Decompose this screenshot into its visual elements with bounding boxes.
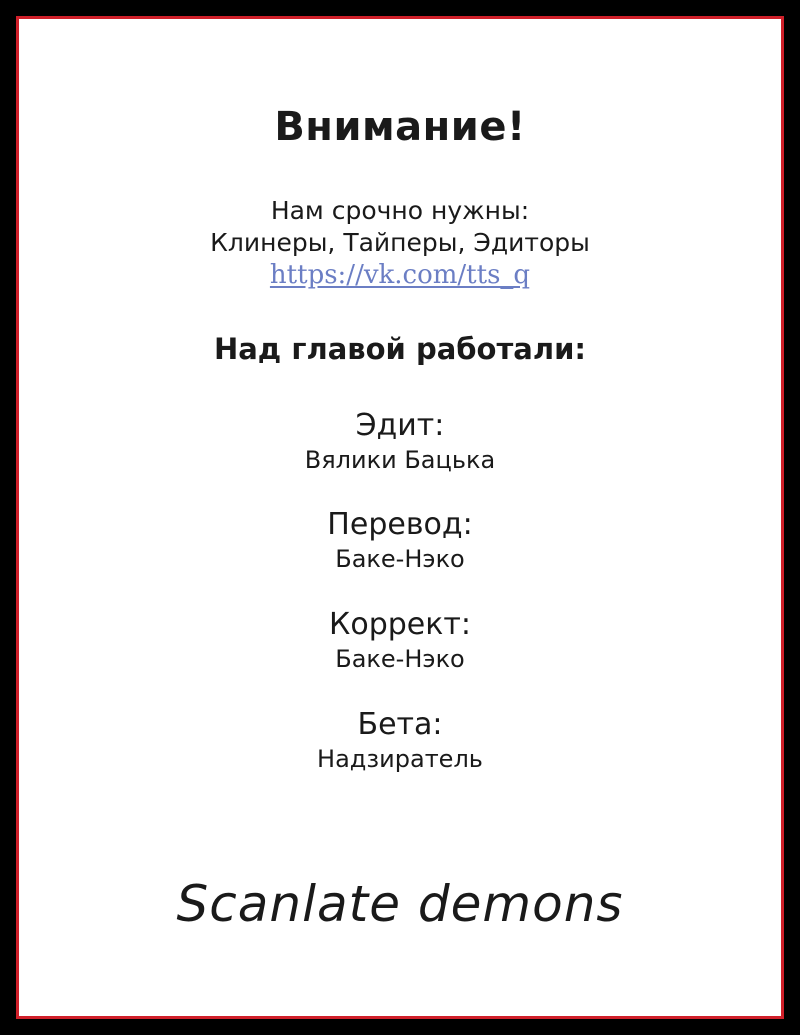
page-title: Внимание! [274,104,526,150]
credits-content [19,19,781,1016]
worked-heading: Над главой работали: [213,332,587,366]
credit-role: Перевод: [327,507,473,542]
credit-beta [19,706,781,774]
credits-page [16,16,784,1019]
credit-role: Бета: [357,707,443,742]
notice-line-1: Нам срочно нужны: [270,196,530,225]
credit-name: Вялики Бацька [304,446,496,474]
credit-name: Баке-Нэко [335,545,465,573]
notice-line-2: Клинеры, Тайперы, Эдиторы [210,228,590,257]
team-signature: Scanlate demons [176,875,624,933]
recruitment-link[interactable]: https://vk.com/tts_q [269,260,531,290]
credit-name: Баке-Нэко [335,645,465,673]
credit-role: Коррект: [329,607,471,642]
recruitment-notice [19,195,781,291]
credit-translation [19,506,781,574]
credit-edit [19,407,781,475]
credit-proofreading [19,606,781,674]
credit-name: Надзиратель [317,745,483,773]
credit-role: Эдит: [355,408,445,443]
